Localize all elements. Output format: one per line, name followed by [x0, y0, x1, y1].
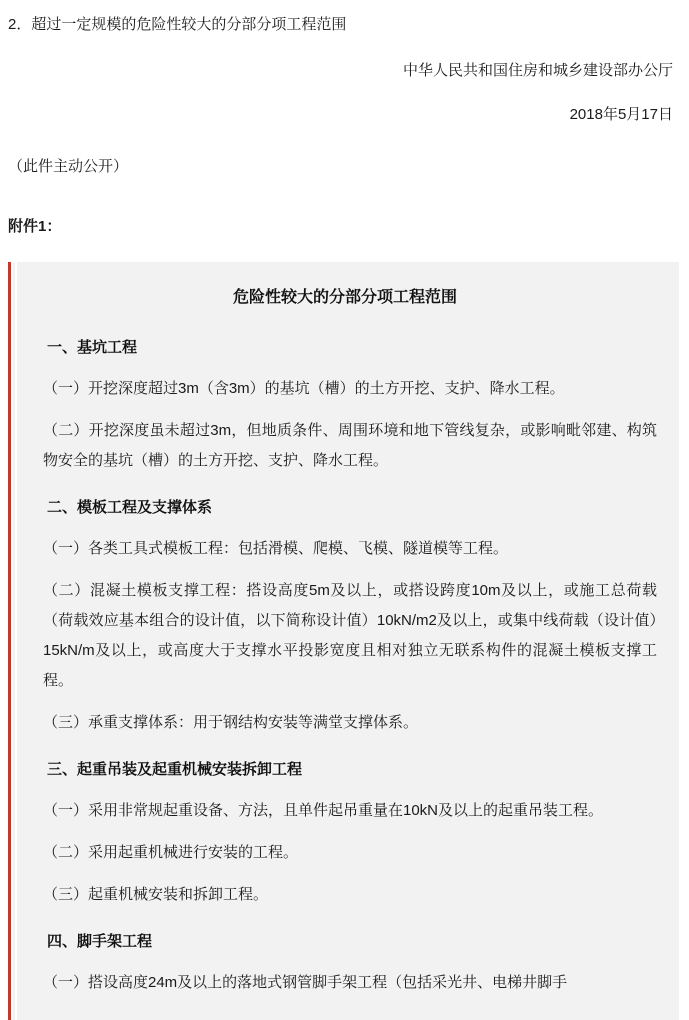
annex-title: 危险性较大的分部分项工程范围: [232, 289, 457, 306]
section-1-item-1: （一）开挖深度超过3m（含3m）的基坑（槽）的土方开挖、支护、降水工程。: [43, 380, 565, 397]
section-head-4: 四、脚手架工程: [47, 933, 153, 950]
annex-block: [8, 262, 679, 1020]
section-1-item-2: （二）开挖深度虽未超过3m，但地质条件、周围环境和地下管线复杂，或影响毗邻建、构筑物安全的基坑（槽）的土方开挖、支护、降水工程。: [43, 422, 657, 469]
section-3-item-1: （一）采用非常规起重设备、方法，且单件起吊重量在10kN及以上的起重吊装工程。: [43, 802, 604, 819]
section-head-3: 三、起重吊装及起重机械安装拆卸工程: [47, 761, 303, 778]
section-head-2: 二、模板工程及支撑体系: [47, 499, 213, 516]
heading-item: 2．超过一定规模的危险性较大的分部分项工程范围: [8, 16, 347, 33]
section-3-item-3: （三）起重机械安装和拆卸工程。: [43, 886, 269, 903]
section-4-item-1: （一）搭设高度24m及以上的落地式钢管脚手架工程（包括采光井、电梯井脚手: [43, 974, 568, 991]
section-3-item-2: （二）采用起重机械进行安装的工程。: [43, 844, 299, 861]
section-2-item-1: （一）各类工具式模板工程：包括滑模、爬模、飞模、隧道模等工程。: [43, 540, 509, 557]
issue-date: 2018年5月17日: [569, 106, 673, 123]
section-2-item-2: （二）混凝土模板支撑工程：搭设高度5m及以上，或搭设跨度10m及以上，或施工总荷载（荷载效应基本组合的设计值，以下简称设计值）10kN/m2及以上，或集中线荷载（设计值）15kN/m及以上，或高度大于支撑水平投影宽度且相对独立无联系构件的混凝土模板支撑工程。: [43, 582, 657, 689]
section-2-item-3: （三）承重支撑体系：用于钢结构安装等满堂支撑体系。: [43, 714, 419, 731]
attachment-label: 附件1：: [8, 218, 62, 235]
issuer-line: 中华人民共和国住房和城乡建设部办公厅: [402, 62, 673, 79]
section-head-1: 一、基坑工程: [47, 339, 138, 356]
publish-note: （此件主动公开）: [8, 158, 129, 175]
